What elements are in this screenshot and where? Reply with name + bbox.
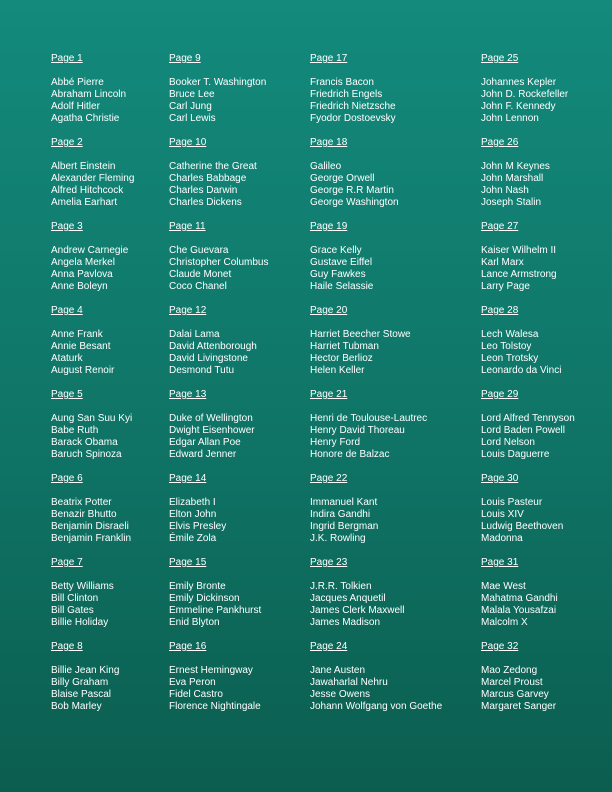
list-item: Betty Williams — [51, 581, 114, 592]
list-item: Émile Zola — [169, 533, 217, 544]
list-item: Bill Clinton — [51, 593, 99, 604]
index-entry — [481, 384, 612, 468]
list-item: Malala Yousafzai — [481, 605, 557, 616]
list-item: John D. Rockefeller — [481, 89, 569, 100]
list-item: Dwight Eisenhower — [169, 425, 255, 436]
list-item: Henry David Thoreau — [310, 425, 405, 436]
list-item: Lance Armstrong — [481, 269, 557, 280]
name-list — [169, 77, 329, 125]
list-item: Albert Einstein — [51, 161, 116, 172]
page-link[interactable]: Page 15 — [169, 557, 207, 568]
list-item: Emmeline Pankhurst — [169, 605, 262, 616]
list-item: Abraham Lincoln — [51, 89, 127, 100]
index-entry — [481, 552, 612, 636]
page-link[interactable]: Page 7 — [51, 557, 83, 568]
name-list — [169, 581, 329, 629]
name-list — [310, 77, 470, 125]
list-item: George Washington — [310, 197, 399, 208]
list-item: Abbé Pierre — [51, 77, 104, 88]
list-item: Lord Baden Powell — [481, 425, 565, 436]
index-entry — [310, 552, 470, 636]
page-link[interactable]: Page 9 — [169, 53, 201, 64]
list-item: Jane Austen — [310, 665, 366, 676]
list-item: Karl Marx — [481, 257, 524, 268]
index-entry — [310, 384, 470, 468]
page-link[interactable]: Page 21 — [310, 389, 348, 400]
page-link[interactable]: Page 23 — [310, 557, 348, 568]
name-list — [169, 245, 329, 293]
page-link[interactable]: Page 20 — [310, 305, 348, 316]
list-item: Leo Tolstoy — [481, 341, 532, 352]
page-link[interactable]: Page 11 — [169, 221, 206, 232]
list-item: Duke of Wellington — [169, 413, 253, 424]
page-link[interactable]: Page 32 — [481, 641, 519, 652]
list-item: Johann Wolfgang von Goethe — [310, 701, 443, 712]
index-entry — [310, 468, 470, 552]
list-item: Anne Boleyn — [51, 281, 108, 292]
list-item: Leon Trotsky — [481, 353, 539, 364]
index-entry — [481, 132, 612, 216]
list-item: Benazir Bhutto — [51, 509, 117, 520]
list-item: Elizabeth I — [169, 497, 216, 508]
page-link[interactable]: Page 2 — [51, 137, 83, 148]
name-list — [481, 161, 612, 209]
name-list — [169, 497, 329, 545]
page-link[interactable]: Page 8 — [51, 641, 83, 652]
list-item: Christopher Columbus — [169, 257, 269, 268]
list-item: Larry Page — [481, 281, 530, 292]
list-item: Ingrid Bergman — [310, 521, 379, 532]
list-item: Leonardo da Vinci — [481, 365, 562, 376]
list-item: Bill Gates — [51, 605, 94, 616]
list-item: Jesse Owens — [310, 689, 371, 700]
list-item: John Lennon — [481, 113, 539, 124]
list-item: Lech Walesa — [481, 329, 539, 340]
name-list — [310, 665, 470, 713]
list-item: Che Guevara — [169, 245, 229, 256]
index-entry — [169, 300, 329, 384]
list-item: Andrew Carnegie — [51, 245, 129, 256]
index-entry — [169, 132, 329, 216]
name-list — [169, 413, 329, 461]
list-item: Edgar Allan Poe — [169, 437, 241, 448]
page-link[interactable]: Page 5 — [51, 389, 83, 400]
index-entry — [169, 636, 329, 720]
list-item: Jacques Anquetil — [310, 593, 386, 604]
list-item: Alfred Hitchcock — [51, 185, 124, 196]
list-item: John Nash — [481, 185, 529, 196]
list-item: John M Keynes — [481, 161, 550, 172]
list-item: Charles Dickens — [169, 197, 242, 208]
index-column-3 — [310, 48, 470, 720]
index-entry — [310, 300, 470, 384]
list-item: Catherine the Great — [169, 161, 257, 172]
list-item: Friedrich Engels — [310, 89, 383, 100]
list-item: Adolf Hitler — [51, 101, 100, 112]
index-entry — [481, 468, 612, 552]
list-item: Beatrix Potter — [51, 497, 112, 508]
list-item: James Madison — [310, 617, 381, 628]
list-item: Grace Kelly — [310, 245, 362, 256]
list-item: Guy Fawkes — [310, 269, 366, 280]
list-item: Kaiser Wilhelm II — [481, 245, 557, 256]
list-item: Aung San Suu Kyi — [51, 413, 133, 424]
list-item: Henri de Toulouse-Lautrec — [310, 413, 428, 424]
list-item: J.R.R. Tolkien — [310, 581, 372, 592]
page-link[interactable]: Page 4 — [51, 305, 83, 316]
list-item: Coco Chanel — [169, 281, 227, 292]
list-item: Honore de Balzac — [310, 449, 390, 460]
list-item: George Orwell — [310, 173, 375, 184]
name-list — [310, 245, 470, 293]
list-item: Charles Babbage — [169, 173, 247, 184]
list-item: Annie Besant — [51, 341, 111, 352]
list-item: Barack Obama — [51, 437, 118, 448]
list-item: Elvis Presley — [169, 521, 227, 532]
page-link[interactable]: Page 17 — [310, 53, 348, 64]
name-list — [169, 161, 329, 209]
page-link[interactable]: Page 31 — [481, 557, 519, 568]
index-column-2 — [169, 48, 329, 720]
name-list — [169, 329, 329, 377]
list-item: Florence Nightingale — [169, 701, 261, 712]
list-item: Louis XIV — [481, 509, 524, 520]
page-link[interactable]: Page 26 — [481, 137, 519, 148]
list-item: John F. Kennedy — [481, 101, 556, 112]
page-link[interactable]: Page 12 — [169, 305, 207, 316]
list-item: Amelia Earhart — [51, 197, 118, 208]
list-item: Henry Ford — [310, 437, 361, 448]
list-item: Angela Merkel — [51, 257, 115, 268]
name-list — [481, 329, 612, 377]
list-item: Mahatma Gandhi — [481, 593, 558, 604]
index-entry — [481, 300, 612, 384]
page-link[interactable]: Page 24 — [310, 641, 348, 652]
list-item: Harriet Tubman — [310, 341, 379, 352]
list-item: Marcus Garvey — [481, 689, 549, 700]
list-item: Anna Pavlova — [51, 269, 113, 280]
index-entry — [310, 48, 470, 132]
list-item: Louis Pasteur — [481, 497, 543, 508]
list-item: Mao Zedong — [481, 665, 538, 676]
list-item: Benjamin Disraeli — [51, 521, 129, 532]
list-item: Galileo — [310, 161, 342, 172]
name-list — [481, 413, 612, 461]
index-entry — [310, 216, 470, 300]
list-item: Haile Selassie — [310, 281, 374, 292]
index-entry — [169, 552, 329, 636]
list-item: Harriet Beecher Stowe — [310, 329, 411, 340]
list-item: Ataturk — [51, 353, 83, 364]
list-item: Malcolm X — [481, 617, 528, 628]
list-item: Johannes Kepler — [481, 77, 557, 88]
name-list — [481, 77, 612, 125]
index-entry — [169, 216, 329, 300]
list-item: Anne Frank — [51, 329, 103, 340]
list-item: Billie Jean King — [51, 665, 120, 676]
name-list — [481, 581, 612, 629]
index-entry — [481, 216, 612, 300]
page-link[interactable]: Page 6 — [51, 473, 83, 484]
page-index — [51, 48, 591, 768]
list-item: Lord Nelson — [481, 437, 535, 448]
page-link[interactable]: Page 14 — [169, 473, 207, 484]
list-item: James Clerk Maxwell — [310, 605, 405, 616]
page-link[interactable]: Page 25 — [481, 53, 519, 64]
list-item: Ernest Hemingway — [169, 665, 253, 676]
list-item: Jawaharlal Nehru — [310, 677, 388, 688]
list-item: Indira Gandhi — [310, 509, 371, 520]
list-item: Hector Berlioz — [310, 353, 373, 364]
index-entry — [169, 48, 329, 132]
name-list — [310, 497, 470, 545]
list-item: Joseph Stalin — [481, 197, 542, 208]
list-item: Dalai Lama — [169, 329, 220, 340]
list-item: Desmond Tutu — [169, 365, 235, 376]
list-item: Immanuel Kant — [310, 497, 378, 508]
list-item: Baruch Spinoza — [51, 449, 122, 460]
list-item: Lord Alfred Tennyson — [481, 413, 575, 424]
list-item: Francis Bacon — [310, 77, 374, 88]
list-item: Eva Peron — [169, 677, 216, 688]
name-list — [310, 581, 470, 629]
list-item: Carl Lewis — [169, 113, 216, 124]
page-link[interactable]: Page 13 — [169, 389, 207, 400]
list-item: Fyodor Dostoevsky — [310, 113, 396, 124]
list-item: J.K. Rowling — [310, 533, 366, 544]
page-link[interactable]: Page 10 — [169, 137, 207, 148]
page-link[interactable]: Page 16 — [169, 641, 207, 652]
list-item: Mae West — [481, 581, 526, 592]
list-item: Friedrich Nietzsche — [310, 101, 396, 112]
list-item: Helen Keller — [310, 365, 365, 376]
list-item: Fidel Castro — [169, 689, 223, 700]
list-item: Gustave Eiffel — [310, 257, 373, 268]
index-entry — [169, 384, 329, 468]
list-item: Marcel Proust — [481, 677, 543, 688]
list-item: David Attenborough — [169, 341, 257, 352]
name-list — [481, 497, 612, 545]
name-list — [481, 245, 612, 293]
list-item: Bruce Lee — [169, 89, 215, 100]
list-item: Billy Graham — [51, 677, 109, 688]
name-list — [310, 413, 470, 461]
list-item: Ludwig Beethoven — [481, 521, 564, 532]
list-item: Madonna — [481, 533, 523, 544]
list-item: Edward Jenner — [169, 449, 237, 460]
index-entry — [310, 636, 470, 720]
list-item: Blaise Pascal — [51, 689, 112, 700]
list-item: Emily Dickinson — [169, 593, 240, 604]
list-item: Booker T. Washington — [169, 77, 267, 88]
page-link[interactable]: Page 27 — [481, 221, 519, 232]
page-link[interactable]: Page 29 — [481, 389, 519, 400]
page-link[interactable]: Page 19 — [310, 221, 348, 232]
list-item: Agatha Christie — [51, 113, 120, 124]
name-list — [310, 329, 470, 377]
index-entry — [481, 48, 612, 132]
list-item: Margaret Sanger — [481, 701, 557, 712]
list-item: David Livingstone — [169, 353, 248, 364]
list-item: Babe Ruth — [51, 425, 99, 436]
index-column-4 — [481, 48, 612, 720]
list-item: Louis Daguerre — [481, 449, 550, 460]
list-item: Claude Monet — [169, 269, 232, 280]
list-item: Elton John — [169, 509, 217, 520]
list-item: Charles Darwin — [169, 185, 238, 196]
page-link[interactable]: Page 18 — [310, 137, 348, 148]
list-item: Billie Holiday — [51, 617, 109, 628]
list-item: John Marshall — [481, 173, 544, 184]
page-link[interactable]: Page 28 — [481, 305, 519, 316]
list-item: Alexander Fleming — [51, 173, 135, 184]
index-entry — [481, 636, 612, 720]
page-link[interactable]: Page 22 — [310, 473, 348, 484]
index-entry — [310, 132, 470, 216]
list-item: Carl Jung — [169, 101, 212, 112]
list-item: Benjamin Franklin — [51, 533, 132, 544]
page-link[interactable]: Page 3 — [51, 221, 83, 232]
list-item: Emily Bronte — [169, 581, 226, 592]
list-item: George R.R Martin — [310, 185, 394, 196]
page-link[interactable]: Page 30 — [481, 473, 519, 484]
page-link[interactable]: Page 1 — [51, 53, 83, 64]
name-list — [481, 665, 612, 713]
list-item: Bob Marley — [51, 701, 102, 712]
name-list — [310, 161, 470, 209]
index-entry — [169, 468, 329, 552]
list-item: August Renoir — [51, 365, 115, 376]
name-list — [169, 665, 329, 713]
list-item: Enid Blyton — [169, 617, 220, 628]
